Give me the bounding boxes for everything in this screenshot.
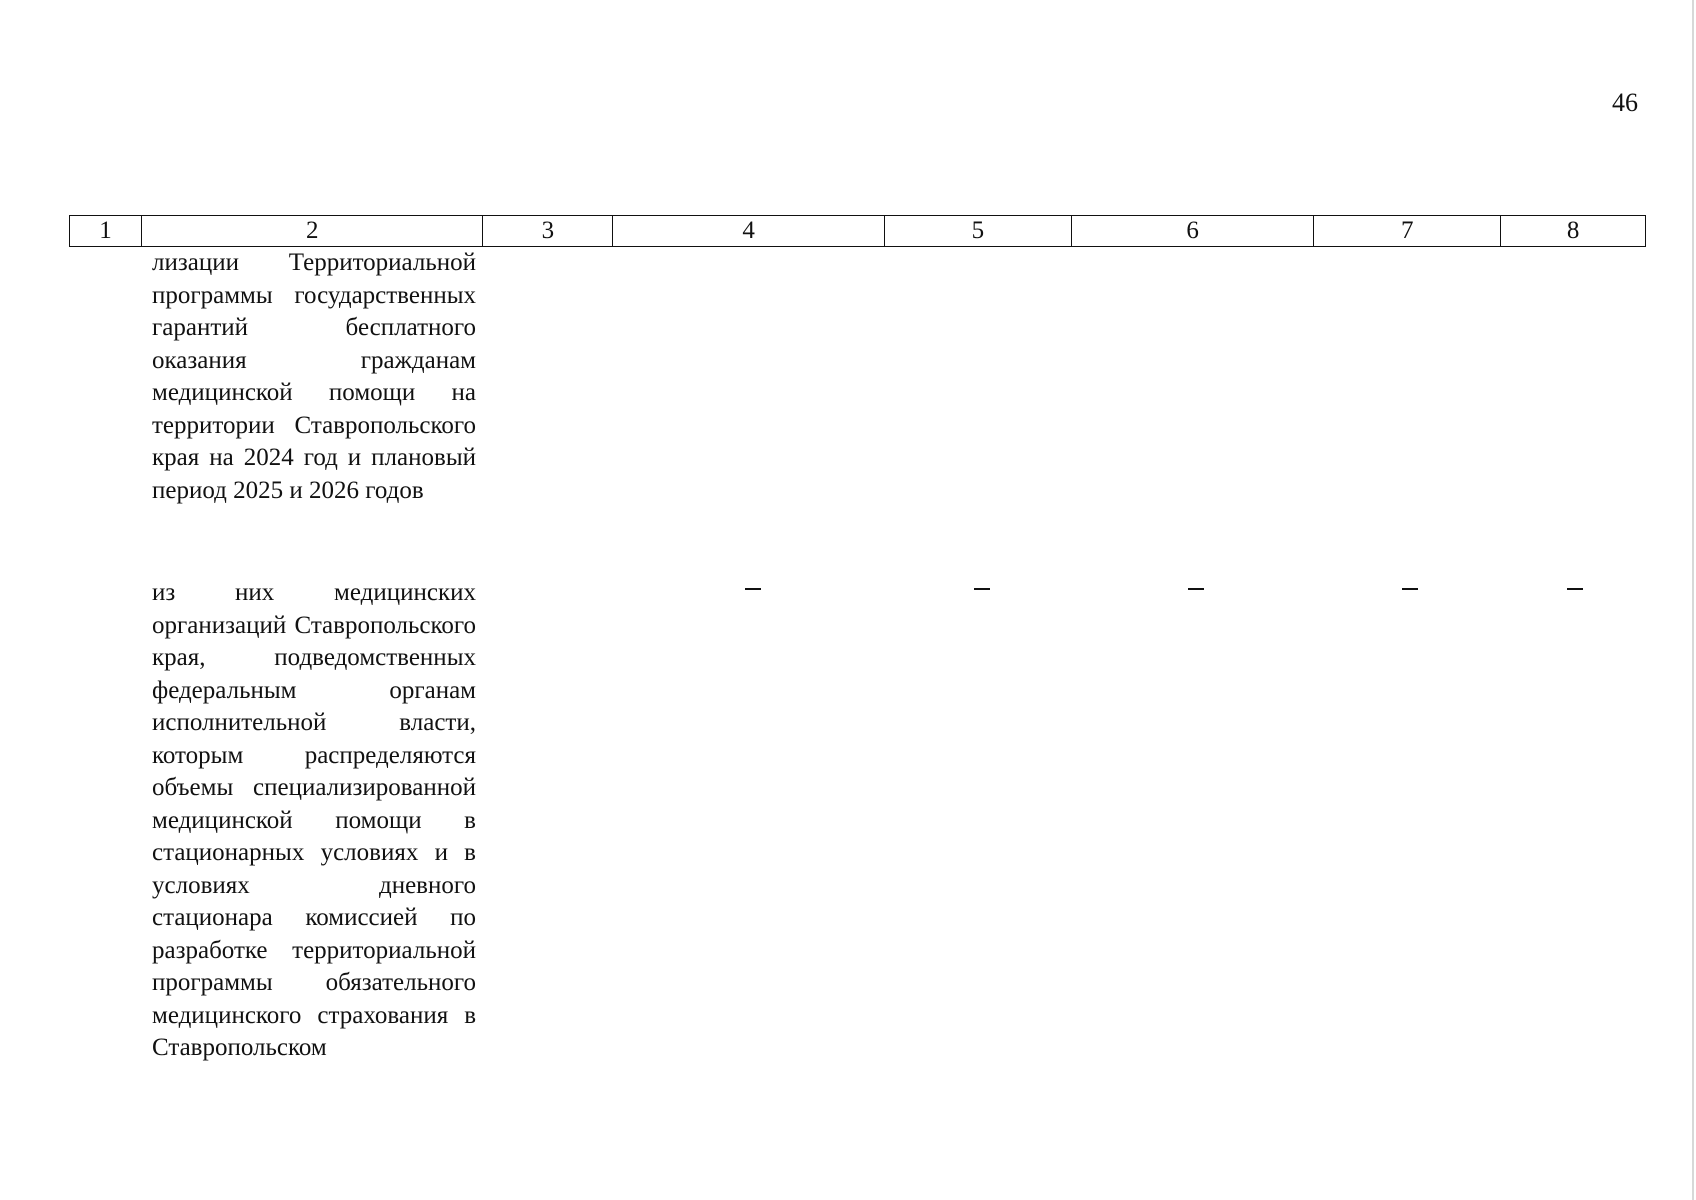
row-2-col-5-dash bbox=[974, 588, 990, 590]
page-edge-line bbox=[1692, 0, 1694, 1200]
row-2-description: из них медицинских организаций Ставропольского края, подведомственных федеральным органам исполнительной власти, которым распределяются объемы специализированной медицинской помощи в стационарных условиях и в условиях дневного стационара комиссией по разработке территориальной программы обязательного медицинского страхования в Ставропольском bbox=[152, 579, 476, 1061]
table-header-row bbox=[69, 215, 1646, 247]
column-header-7: 7 bbox=[1314, 216, 1501, 246]
row-1-description: лизации Территориальной программы государственных гарантий бесплатного оказания гражданам медицинской помощи на территории Ставропольского края на 2024 год и плановый период 2025 и 2026 годов bbox=[152, 249, 476, 504]
column-header-3: 3 bbox=[483, 216, 613, 246]
column-header-6: 6 bbox=[1072, 216, 1315, 246]
row-2-col-6-dash bbox=[1188, 588, 1204, 590]
column-header-1: 1 bbox=[70, 216, 142, 246]
page-number: 46 bbox=[1612, 88, 1638, 117]
row-2-col-8-dash bbox=[1567, 588, 1583, 590]
column-header-2: 2 bbox=[142, 216, 484, 246]
column-header-5: 5 bbox=[885, 216, 1072, 246]
column-header-4: 4 bbox=[613, 216, 885, 246]
row-2-col-4-dash bbox=[745, 588, 761, 590]
column-header-8: 8 bbox=[1566, 217, 1580, 244]
row-2-col-7-dash bbox=[1402, 588, 1418, 590]
